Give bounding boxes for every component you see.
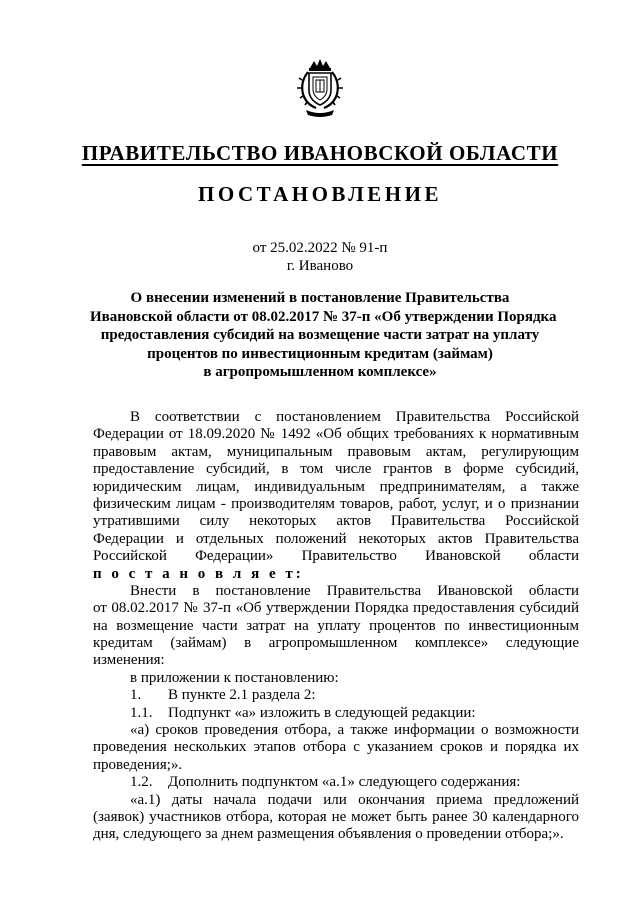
- body-line: от 08.02.2017 № 37-п «Об утверждении Порядка предоставления субсидий: [93, 600, 579, 617]
- document-date-number: от 25.02.2022 № 91-п: [252, 240, 388, 256]
- body-line: правовым актам, муниципальным правовым актам, регулирующим: [93, 443, 579, 460]
- item-1-1: [93, 705, 579, 722]
- document-type-heading: ПОСТАНОВЛЕНИЕ: [198, 182, 442, 206]
- body-line: изменения:: [93, 652, 165, 669]
- document-city: г. Иваново: [286, 258, 354, 274]
- subject-line: Ивановской области от 08.02.2017 № 37-п «Об утверждении Порядка: [90, 308, 557, 325]
- body-line: предоставление субсидий, в том числе грантов в форме субсидий,: [93, 461, 579, 478]
- coat-of-arms-emblem: [296, 58, 344, 120]
- item-number: 1.1.: [130, 704, 153, 721]
- item-number: 1.2.: [130, 774, 153, 791]
- item-text: Дополнить подпунктом «а.1» следующего содержания:: [168, 774, 521, 791]
- document-body: [93, 409, 579, 844]
- body-line: на возмещение части затрат на уплату процентов по инвестиционным: [93, 617, 579, 634]
- coat-of-arms-icon: [296, 58, 344, 120]
- item-1: [93, 687, 579, 704]
- item-text: Подпункт «а» изложить в следующей редакции:: [168, 704, 476, 721]
- item-1-2: [93, 774, 579, 791]
- body-line: физическим лицам - производителям товаров, работ, услуг, и о признании: [93, 495, 579, 512]
- document-subject: [90, 289, 557, 382]
- government-title: ПРАВИТЕЛЬСТВО ИВАНОВСКОЙ ОБЛАСТИ: [81, 141, 559, 165]
- item-text: В пункте 2.1 раздела 2:: [168, 687, 316, 704]
- body-line: Федерации и отдельных положений некоторых актов Правительства: [93, 530, 579, 547]
- body-line: кредитам (займам) в агропромышленном комплексе» следующие: [93, 635, 579, 652]
- body-line: В соответствии с постановлением Правительства Российской: [130, 409, 579, 425]
- body-line: (заявок) участников отбора, которая не может быть ранее 30 календарного: [93, 808, 579, 825]
- body-line: юридическим лицам, индивидуальным предпринимателям, а также: [93, 478, 579, 495]
- body-line: проведения нескольких этапов отбора с указанием сроков и порядка их: [93, 739, 579, 756]
- subject-line: О внесении изменений в постановление Правительства: [130, 290, 510, 306]
- body-line: «а) сроков проведения отбора, а также информации о возможности: [130, 722, 579, 739]
- body-line: Внести в постановление Правительства Ивановской области: [130, 582, 579, 599]
- body-line: утратившими силу некоторых актов Правительства Российской: [93, 513, 579, 530]
- body-line: дня, следующего за днем размещения объявления о проведении отбора;».: [93, 826, 564, 843]
- item-number: 1.: [130, 687, 142, 704]
- subject-line: процентов по инвестиционным кредитам (займам): [147, 345, 493, 362]
- body-line: «а.1) даты начала подачи или окончания приема предложений: [130, 791, 579, 808]
- body-line: проведения;».: [93, 756, 183, 773]
- body-line: Российской Федерации» Правительство Ивановской области: [93, 548, 579, 565]
- body-line: Федерации от 18.09.2020 № 1492 «Об общих требованиях к нормативным: [93, 426, 579, 443]
- subject-line: в агропромышленном комплексе»: [203, 364, 437, 380]
- postanovlyaet-word: п о с т а н о в л я е т:: [93, 565, 304, 582]
- appendix-line: в приложении к постановлению:: [130, 669, 339, 686]
- subject-line: предоставления субсидий на возмещение части затрат на уплату: [100, 327, 540, 343]
